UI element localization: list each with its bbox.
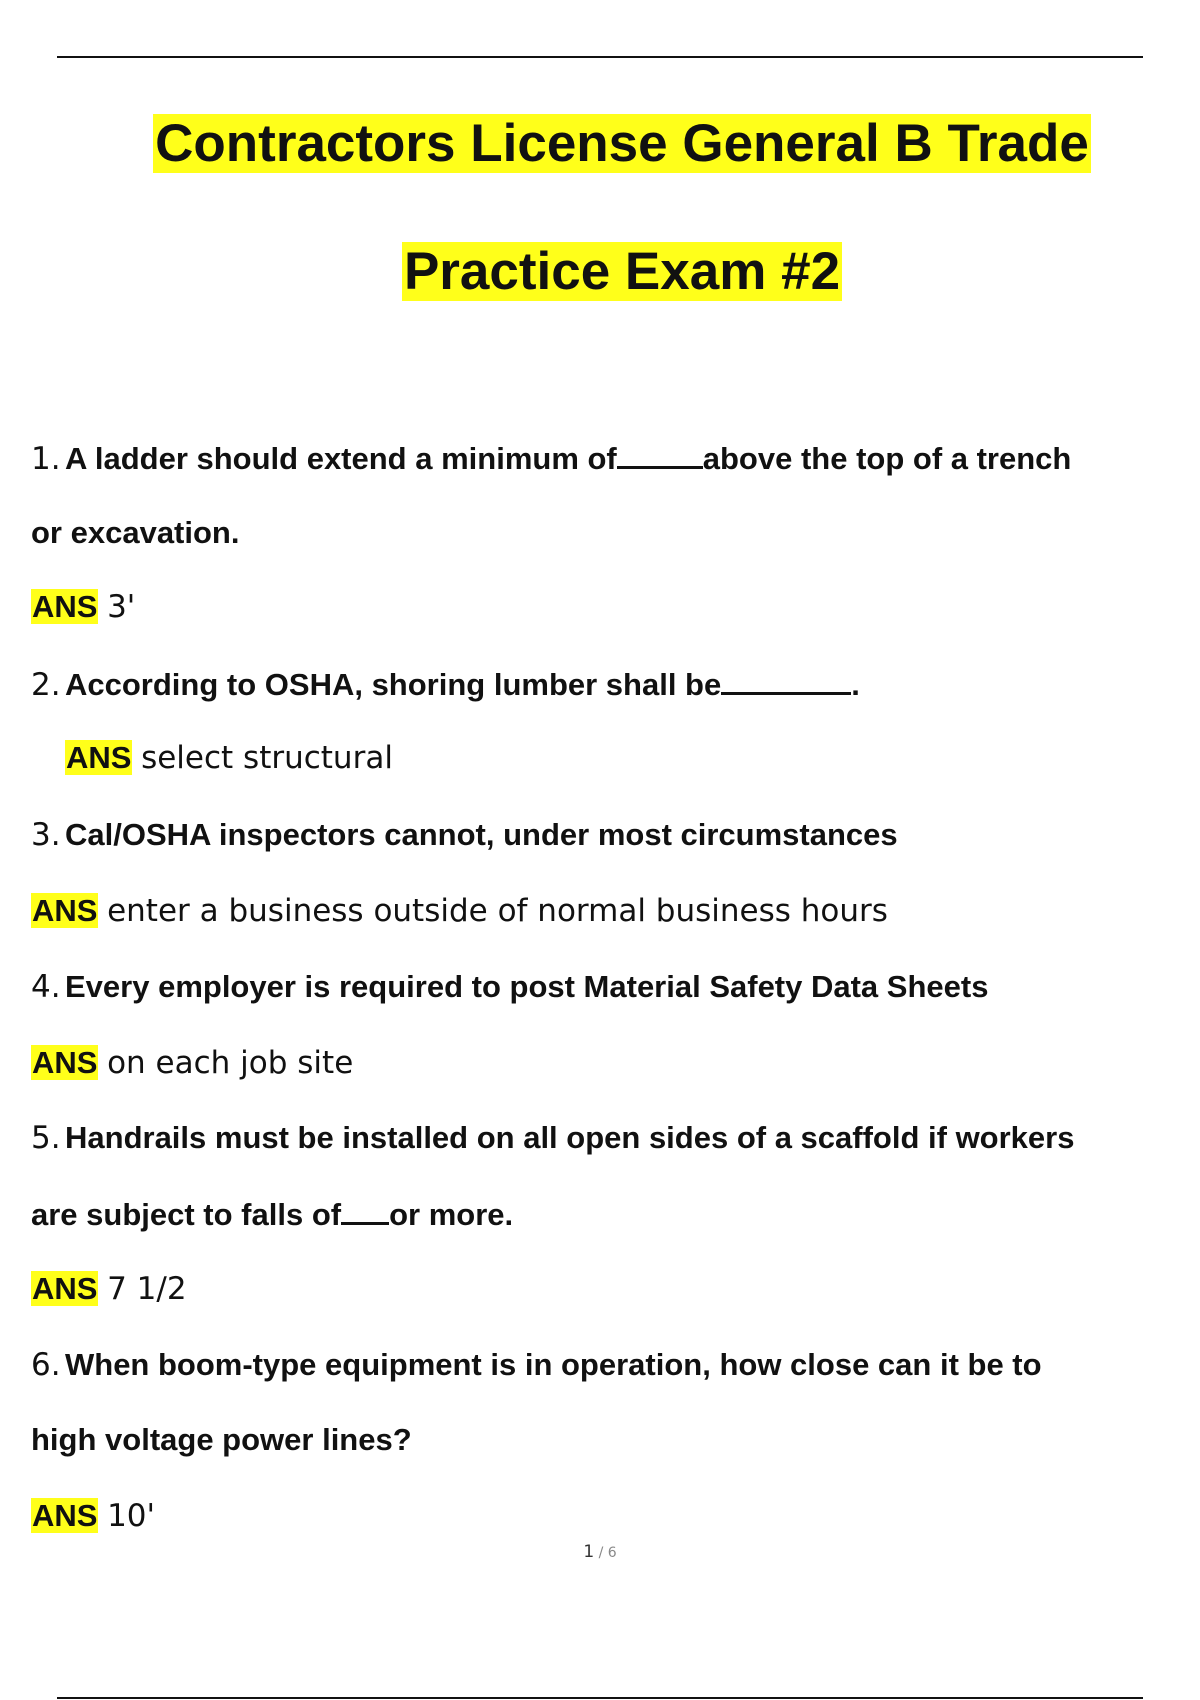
document-title-line-1: [0, 112, 1200, 176]
page-total: 6: [607, 1545, 617, 1561]
bottom-rule: [57, 1697, 1143, 1699]
top-rule: [57, 56, 1143, 58]
answer-1: [31, 587, 135, 627]
question-1-continuation: [31, 513, 239, 553]
question-text: above the top of a trench: [702, 441, 1072, 476]
document-title-line-2: [0, 240, 1200, 304]
answer-label: ANS: [32, 1498, 98, 1533]
question-text: A ladder should extend a minimum of: [65, 441, 617, 476]
answer-label: ANS: [32, 1045, 98, 1080]
question-number: 6.: [31, 1347, 61, 1383]
question-text: When boom-type equipment is in operation, how close can it be to: [65, 1347, 1042, 1382]
question-5: [31, 1118, 1074, 1158]
title-highlight: Contractors License General B Trade: [155, 114, 1089, 173]
question-number: 2.: [31, 667, 61, 703]
question-5-continuation: [31, 1194, 513, 1235]
answer-text: select structural: [141, 740, 393, 776]
question-text: .: [851, 667, 860, 702]
question-3: [31, 815, 898, 855]
answer-label: ANS: [66, 740, 132, 775]
question-number: 3.: [31, 817, 61, 853]
answer-2: [65, 738, 393, 778]
title-highlight: Practice Exam #2: [403, 242, 841, 301]
question-text: According to OSHA, shoring lumber shall be: [65, 667, 722, 702]
answer-label: ANS: [32, 1271, 98, 1306]
question-number: 4.: [31, 969, 61, 1005]
answer-label: ANS: [32, 893, 98, 928]
answer-3: [31, 891, 888, 931]
question-number: 5.: [31, 1120, 61, 1156]
question-text: are subject to falls of: [31, 1197, 342, 1232]
answer-5: [31, 1269, 187, 1309]
question-text: Handrails must be installed on all open sides of a scaffold if workers: [65, 1120, 1075, 1155]
answer-text: on each job site: [107, 1045, 354, 1081]
question-text: Cal/OSHA inspectors cannot, under most circumstances: [65, 817, 898, 852]
question-text: Every employer is required to post Material Safety Data Sheets: [65, 969, 989, 1004]
answer-label: ANS: [32, 589, 98, 624]
answer-4: [31, 1043, 353, 1083]
answer-text: 3': [107, 589, 136, 625]
question-number: 1.: [31, 441, 61, 477]
question-text: or excavation.: [31, 515, 240, 550]
question-6: [31, 1345, 1042, 1385]
answer-text: 10': [107, 1498, 156, 1534]
answer-text: 7 1/2: [107, 1271, 187, 1307]
question-text: high voltage power lines?: [31, 1422, 412, 1457]
answer-text: enter a business outside of normal business hours: [107, 893, 888, 929]
fill-in-blank: [721, 664, 851, 695]
question-6-continuation: [31, 1420, 412, 1460]
question-2: [31, 664, 860, 705]
question-text: or more.: [389, 1197, 514, 1232]
answer-6: [31, 1496, 155, 1536]
page-separator: /: [594, 1545, 608, 1561]
question-4: [31, 967, 988, 1007]
question-1: [31, 438, 1071, 479]
page-number: [0, 1542, 1200, 1562]
page-current: 1: [583, 1542, 595, 1562]
fill-in-blank: [341, 1194, 389, 1225]
fill-in-blank: [617, 438, 703, 469]
